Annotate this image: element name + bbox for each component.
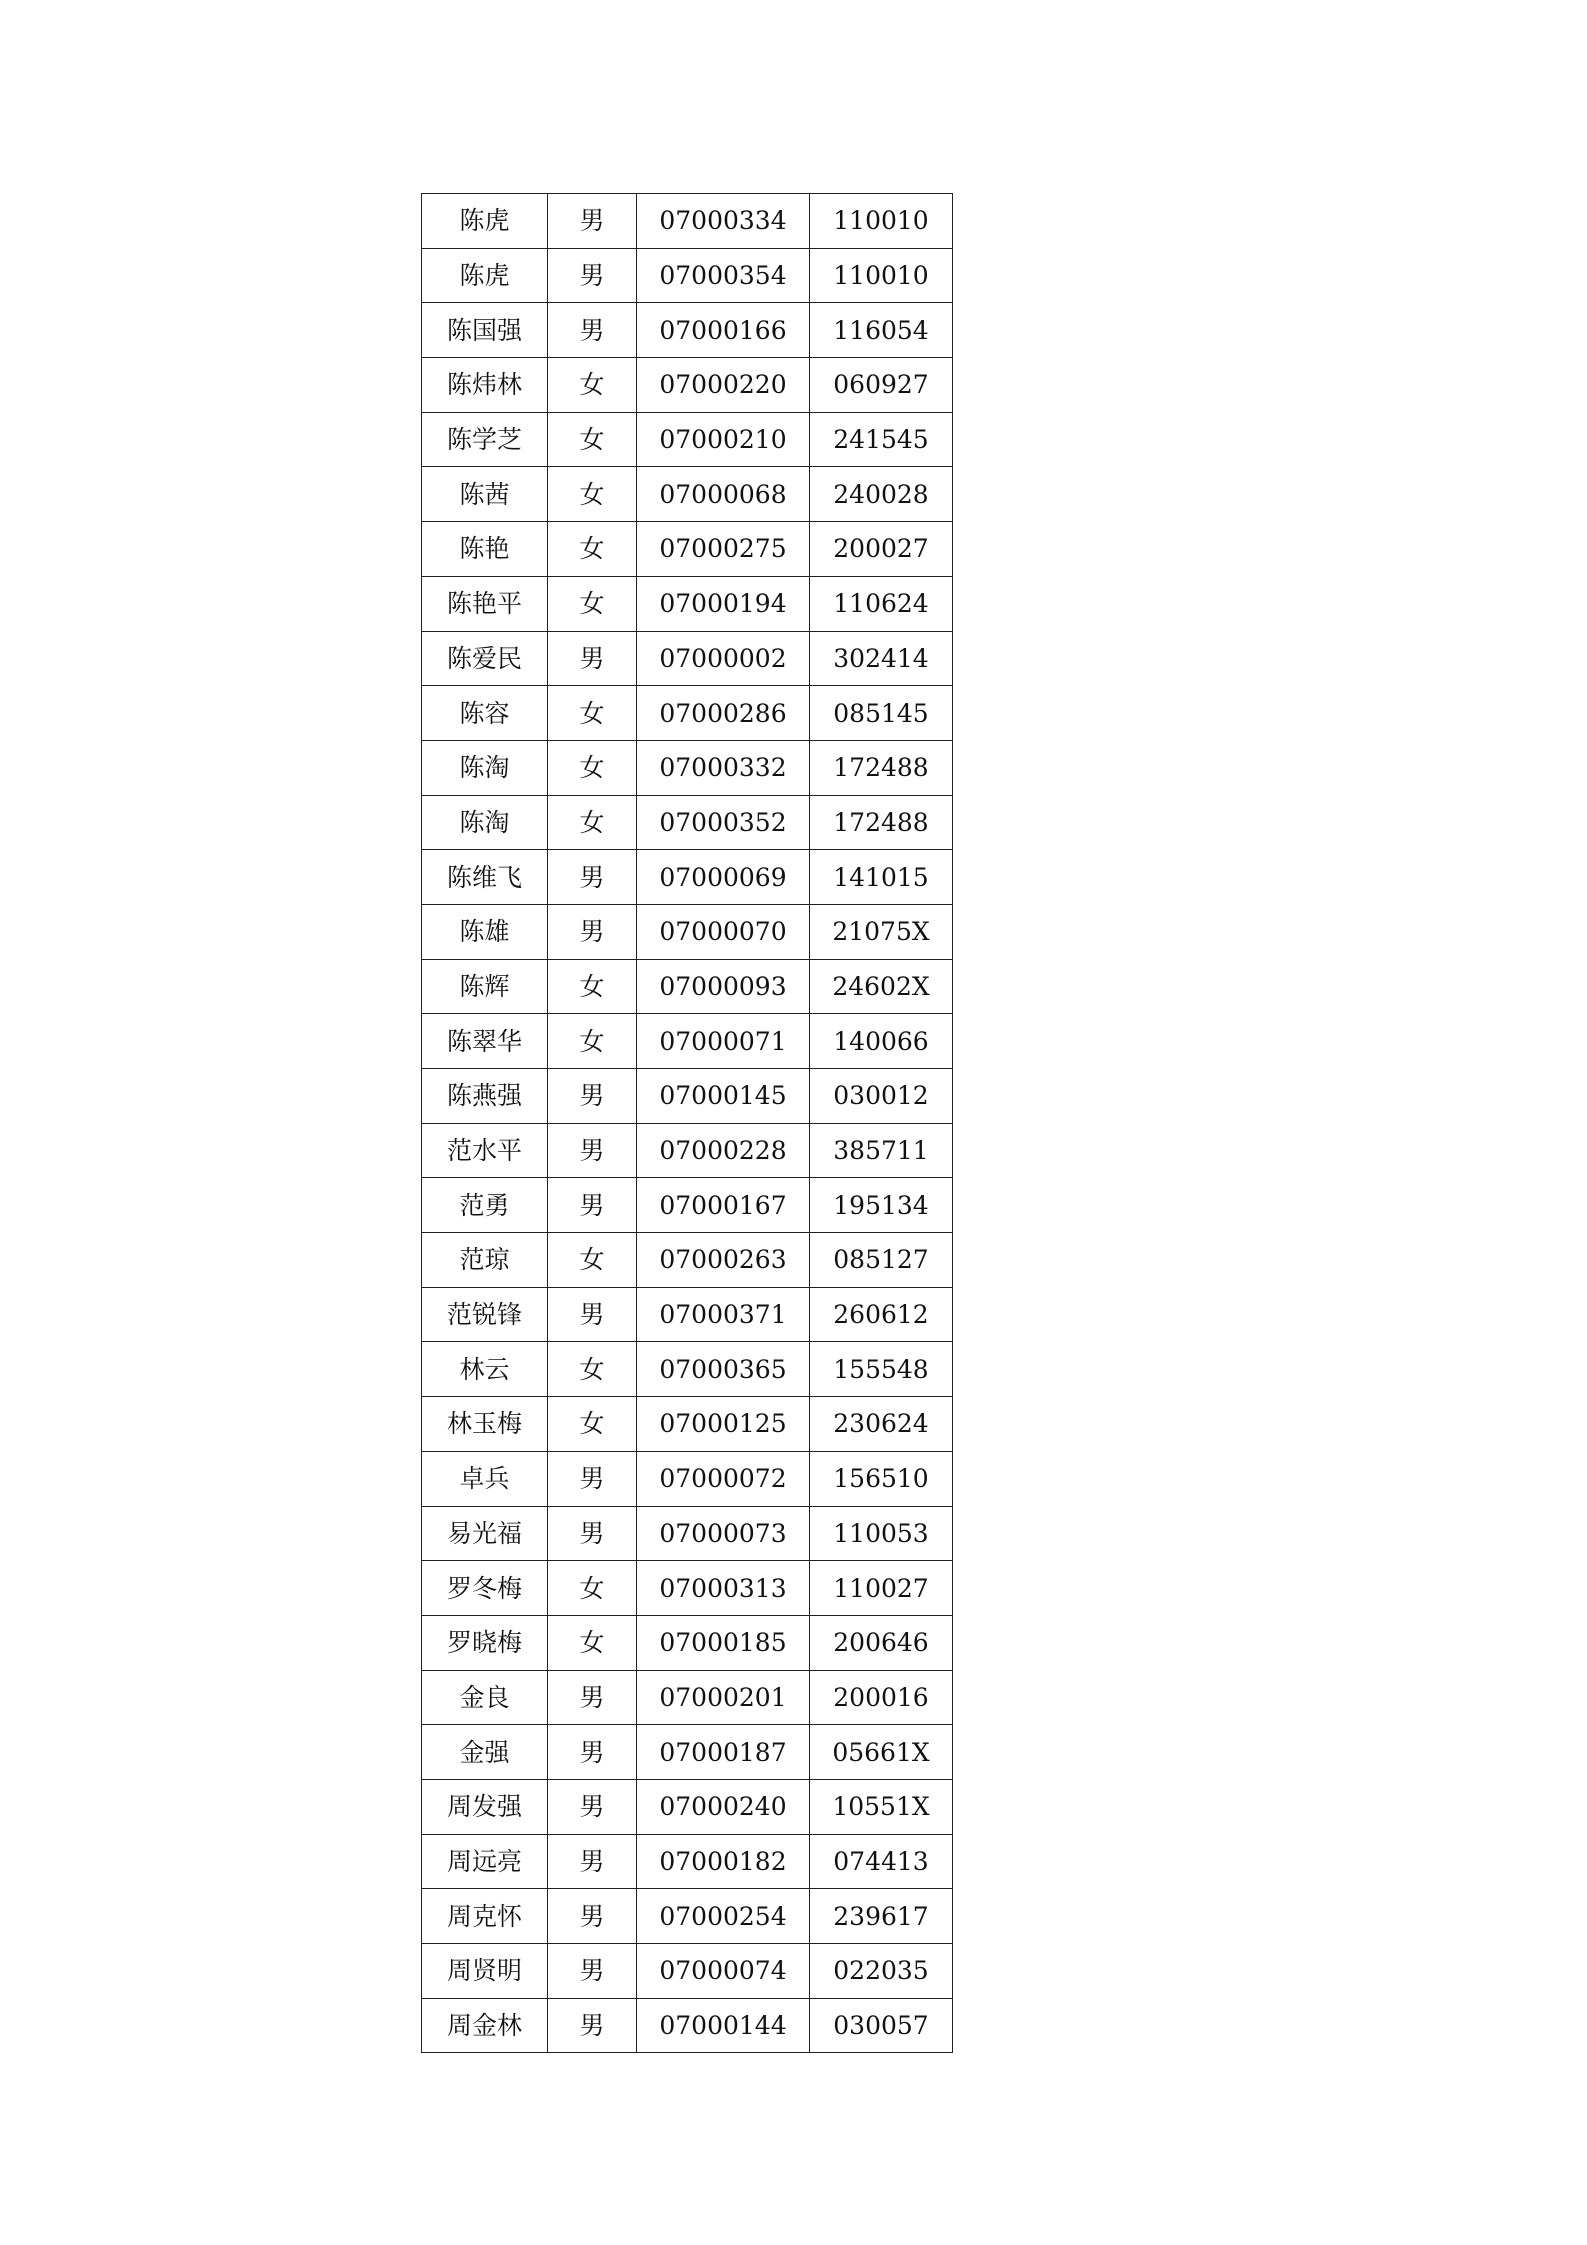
gender-cell: 男 <box>548 248 637 303</box>
code-cell: 155548 <box>810 1342 953 1397</box>
table-row <box>422 1670 953 1725</box>
name-cell: 陈淘 <box>422 740 548 795</box>
table-row <box>422 959 953 1014</box>
name-cell: 陈燕强 <box>422 1069 548 1124</box>
gender-cell: 男 <box>548 1178 637 1233</box>
table-row <box>422 1944 953 1999</box>
name-cell: 周远亮 <box>422 1834 548 1889</box>
name-cell: 罗冬梅 <box>422 1561 548 1616</box>
gender-cell: 女 <box>548 412 637 467</box>
name-cell: 周金林 <box>422 1998 548 2053</box>
table-row <box>422 248 953 303</box>
number-cell: 07000263 <box>637 1233 810 1288</box>
name-cell: 陈爱民 <box>422 631 548 686</box>
name-cell: 范锐锋 <box>422 1287 548 1342</box>
number-cell: 07000254 <box>637 1889 810 1944</box>
gender-cell: 女 <box>548 795 637 850</box>
number-cell: 07000071 <box>637 1014 810 1069</box>
code-cell: 195134 <box>810 1178 953 1233</box>
table-row <box>422 1014 953 1069</box>
number-cell: 07000332 <box>637 740 810 795</box>
gender-cell: 女 <box>548 686 637 741</box>
number-cell: 07000125 <box>637 1397 810 1452</box>
number-cell: 07000069 <box>637 850 810 905</box>
gender-cell: 女 <box>548 576 637 631</box>
table-row <box>422 1725 953 1780</box>
gender-cell: 女 <box>548 1561 637 1616</box>
number-cell: 07000220 <box>637 358 810 413</box>
table-row <box>422 904 953 959</box>
name-cell: 陈茜 <box>422 467 548 522</box>
code-cell: 200016 <box>810 1670 953 1725</box>
code-cell: 110010 <box>810 194 953 249</box>
code-cell: 302414 <box>810 631 953 686</box>
number-cell: 07000187 <box>637 1725 810 1780</box>
code-cell: 260612 <box>810 1287 953 1342</box>
code-cell: 074413 <box>810 1834 953 1889</box>
name-cell: 卓兵 <box>422 1451 548 1506</box>
number-cell: 07000201 <box>637 1670 810 1725</box>
number-cell: 07000073 <box>637 1506 810 1561</box>
table-row <box>422 1506 953 1561</box>
name-cell: 金良 <box>422 1670 548 1725</box>
code-cell: 116054 <box>810 303 953 358</box>
table-row <box>422 1397 953 1452</box>
name-cell: 陈维飞 <box>422 850 548 905</box>
code-cell: 200027 <box>810 522 953 577</box>
number-cell: 07000002 <box>637 631 810 686</box>
table-row <box>422 1069 953 1124</box>
number-cell: 07000145 <box>637 1069 810 1124</box>
gender-cell: 女 <box>548 1615 637 1670</box>
code-cell: 172488 <box>810 740 953 795</box>
name-cell: 林云 <box>422 1342 548 1397</box>
gender-cell: 男 <box>548 850 637 905</box>
name-cell: 周克怀 <box>422 1889 548 1944</box>
table-row <box>422 1779 953 1834</box>
gender-cell: 女 <box>548 1233 637 1288</box>
number-cell: 07000074 <box>637 1944 810 1999</box>
gender-cell: 女 <box>548 1397 637 1452</box>
table-row <box>422 467 953 522</box>
table-row <box>422 1233 953 1288</box>
gender-cell: 女 <box>548 1342 637 1397</box>
code-cell: 239617 <box>810 1889 953 1944</box>
table-row <box>422 1615 953 1670</box>
gender-cell: 男 <box>548 1287 637 1342</box>
gender-cell: 男 <box>548 303 637 358</box>
code-cell: 24602X <box>810 959 953 1014</box>
code-cell: 140066 <box>810 1014 953 1069</box>
gender-cell: 女 <box>548 740 637 795</box>
name-cell: 周发强 <box>422 1779 548 1834</box>
gender-cell: 男 <box>548 1506 637 1561</box>
number-cell: 07000185 <box>637 1615 810 1670</box>
name-cell: 陈艳平 <box>422 576 548 631</box>
gender-cell: 女 <box>548 1014 637 1069</box>
code-cell: 05661X <box>810 1725 953 1780</box>
table-row <box>422 194 953 249</box>
table-row <box>422 1889 953 1944</box>
code-cell: 110053 <box>810 1506 953 1561</box>
gender-cell: 男 <box>548 1889 637 1944</box>
table-row <box>422 631 953 686</box>
number-cell: 07000334 <box>637 194 810 249</box>
name-cell: 周贤明 <box>422 1944 548 1999</box>
code-cell: 240028 <box>810 467 953 522</box>
number-cell: 07000166 <box>637 303 810 358</box>
roster-table <box>421 193 953 2053</box>
gender-cell: 男 <box>548 1944 637 1999</box>
gender-cell: 男 <box>548 1998 637 2053</box>
code-cell: 241545 <box>810 412 953 467</box>
table-row <box>422 358 953 413</box>
code-cell: 085145 <box>810 686 953 741</box>
code-cell: 230624 <box>810 1397 953 1452</box>
code-cell: 110027 <box>810 1561 953 1616</box>
gender-cell: 男 <box>548 1670 637 1725</box>
table-row <box>422 795 953 850</box>
code-cell: 022035 <box>810 1944 953 1999</box>
number-cell: 07000228 <box>637 1123 810 1178</box>
code-cell: 085127 <box>810 1233 953 1288</box>
name-cell: 陈艳 <box>422 522 548 577</box>
table-row <box>422 1287 953 1342</box>
code-cell: 385711 <box>810 1123 953 1178</box>
name-cell: 范琼 <box>422 1233 548 1288</box>
gender-cell: 女 <box>548 467 637 522</box>
code-cell: 156510 <box>810 1451 953 1506</box>
table-row <box>422 686 953 741</box>
number-cell: 07000286 <box>637 686 810 741</box>
table-row <box>422 1123 953 1178</box>
name-cell: 陈虎 <box>422 248 548 303</box>
code-cell: 060927 <box>810 358 953 413</box>
name-cell: 陈淘 <box>422 795 548 850</box>
table-row <box>422 1834 953 1889</box>
table-row <box>422 1342 953 1397</box>
gender-cell: 女 <box>548 959 637 1014</box>
table-row <box>422 1451 953 1506</box>
number-cell: 07000144 <box>637 1998 810 2053</box>
name-cell: 陈学芝 <box>422 412 548 467</box>
number-cell: 07000070 <box>637 904 810 959</box>
gender-cell: 男 <box>548 631 637 686</box>
number-cell: 07000093 <box>637 959 810 1014</box>
code-cell: 200646 <box>810 1615 953 1670</box>
code-cell: 141015 <box>810 850 953 905</box>
number-cell: 07000240 <box>637 1779 810 1834</box>
code-cell: 21075X <box>810 904 953 959</box>
table-row <box>422 1998 953 2053</box>
number-cell: 07000167 <box>637 1178 810 1233</box>
table-row <box>422 850 953 905</box>
number-cell: 07000182 <box>637 1834 810 1889</box>
table-row <box>422 303 953 358</box>
name-cell: 陈雄 <box>422 904 548 959</box>
name-cell: 范水平 <box>422 1123 548 1178</box>
number-cell: 07000194 <box>637 576 810 631</box>
number-cell: 07000352 <box>637 795 810 850</box>
table-row <box>422 1561 953 1616</box>
gender-cell: 男 <box>548 1779 637 1834</box>
name-cell: 易光福 <box>422 1506 548 1561</box>
number-cell: 07000354 <box>637 248 810 303</box>
table-row <box>422 576 953 631</box>
gender-cell: 男 <box>548 1725 637 1780</box>
number-cell: 07000072 <box>637 1451 810 1506</box>
name-cell: 陈容 <box>422 686 548 741</box>
code-cell: 110010 <box>810 248 953 303</box>
gender-cell: 男 <box>548 904 637 959</box>
gender-cell: 女 <box>548 522 637 577</box>
name-cell: 陈翠华 <box>422 1014 548 1069</box>
number-cell: 07000275 <box>637 522 810 577</box>
number-cell: 07000210 <box>637 412 810 467</box>
table-row <box>422 412 953 467</box>
table-row <box>422 740 953 795</box>
gender-cell: 女 <box>548 358 637 413</box>
code-cell: 110624 <box>810 576 953 631</box>
name-cell: 陈国强 <box>422 303 548 358</box>
name-cell: 林玉梅 <box>422 1397 548 1452</box>
name-cell: 金强 <box>422 1725 548 1780</box>
number-cell: 07000371 <box>637 1287 810 1342</box>
number-cell: 07000313 <box>637 1561 810 1616</box>
code-cell: 10551X <box>810 1779 953 1834</box>
code-cell: 030057 <box>810 1998 953 2053</box>
gender-cell: 男 <box>548 1123 637 1178</box>
number-cell: 07000068 <box>637 467 810 522</box>
table-row <box>422 1178 953 1233</box>
roster-table-body <box>422 194 953 2053</box>
gender-cell: 男 <box>548 1451 637 1506</box>
gender-cell: 男 <box>548 194 637 249</box>
number-cell: 07000365 <box>637 1342 810 1397</box>
name-cell: 范勇 <box>422 1178 548 1233</box>
name-cell: 陈辉 <box>422 959 548 1014</box>
table-row <box>422 522 953 577</box>
code-cell: 030012 <box>810 1069 953 1124</box>
name-cell: 陈虎 <box>422 194 548 249</box>
gender-cell: 男 <box>548 1834 637 1889</box>
name-cell: 陈炜林 <box>422 358 548 413</box>
name-cell: 罗晓梅 <box>422 1615 548 1670</box>
code-cell: 172488 <box>810 795 953 850</box>
gender-cell: 男 <box>548 1069 637 1124</box>
